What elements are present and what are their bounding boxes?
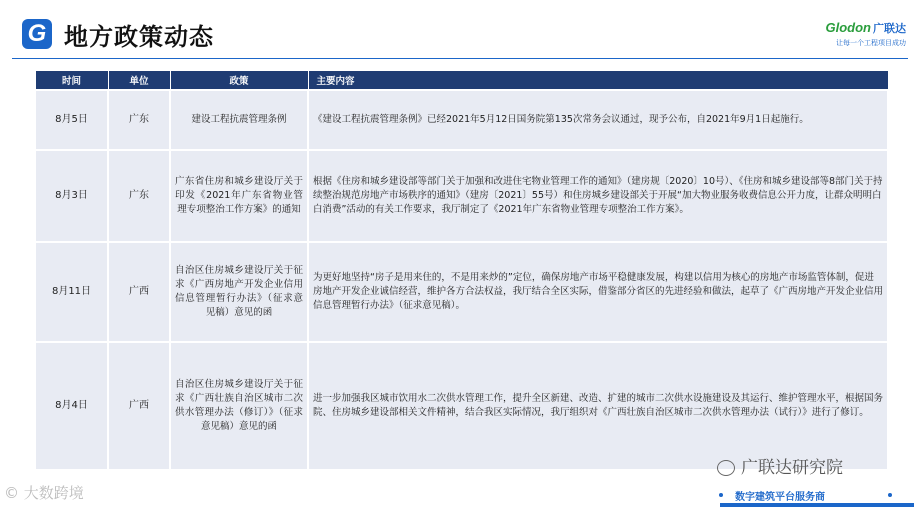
cell-unit: 广西 — [108, 242, 170, 342]
page-title: 地方政策动态 — [64, 23, 214, 51]
table-row — [35, 342, 888, 470]
table-row — [35, 150, 888, 242]
policy-table — [34, 70, 889, 471]
column-header-content: 主要内容 — [308, 71, 888, 91]
cell-unit: 广西 — [108, 342, 170, 470]
column-header-date: 时间 — [35, 71, 108, 91]
column-header-unit: 单位 — [108, 71, 170, 91]
brand-name-cn: 广联达 — [873, 23, 906, 35]
header-divider — [12, 58, 908, 59]
table-header-row — [35, 71, 888, 91]
table-row — [35, 242, 888, 342]
footer-bar — [720, 503, 914, 507]
brand-name-en: Glodon — [825, 20, 871, 35]
cell-date: 8月11日 — [35, 242, 108, 342]
cell-content: 进一步加强我区城市饮用水二次供水管理工作，提升全区新建、改造、扩建的城市二次供水设施建设及其运行、维护管理水平，根据国务院、住房城乡建设部相关文件精神，结合我区实际情况，我厅组织对《广西壮族自治区城市二次供水管理办法（试行）》进行了修订。 — [308, 342, 888, 470]
brand-slogan: 让每一个工程项目成功 — [836, 39, 906, 47]
glodon-g-logo-icon: G — [22, 19, 52, 49]
wechat-icon — [717, 460, 735, 476]
cell-date: 8月5日 — [35, 90, 108, 150]
watermark-left-text: 大数跨境 — [23, 484, 84, 502]
watermark-left — [4, 482, 84, 503]
cell-date: 8月3日 — [35, 150, 108, 242]
column-header-policy: 政策 — [170, 71, 308, 91]
footer-tagline: 数字建筑平台服务商 — [735, 492, 825, 503]
cell-unit: 广东 — [108, 150, 170, 242]
cell-content: 根据《住房和城乡建设部等部门关于加强和改进住宅物业管理工作的通知》（建房规〔2020〕10号）、《住房和城乡建设部等8部门关于持续整治规范房地产市场秩序的通知》（建房〔2021〕55号）和住房城乡建设部关于开展“加大物业服务收费信息公开力度，让群众明明白白消费”活动的有关工作要求，我厅制定了《2021年广东省物业管理专项整治工作方案》。 — [308, 150, 888, 242]
watermark-right — [717, 453, 843, 478]
watermark-right-text: 广联达研究院 — [741, 458, 843, 478]
cell-unit: 广东 — [108, 90, 170, 150]
page-header — [0, 0, 914, 60]
cell-policy: 自治区住房城乡建设厅关于征求《广西壮族自治区城市二次供水管理办法（修订）》（征求意见稿）意见的函 — [170, 342, 308, 470]
cell-date: 8月4日 — [35, 342, 108, 470]
watermark-left-icon: © — [4, 484, 19, 502]
cell-content: 为更好地坚持“房子是用来住的，不是用来炒的”定位，确保房地产市场平稳健康发展，构建以信用为核心的房地产市场监管体制，促进房地产开发企业诚信经营，维护各方合法权益，我厅结合全区实际，借鉴部分省区的先进经验和做法，起草了《广西房地产开发企业信用信息管理暂行办法》（征求意见稿）。 — [308, 242, 888, 342]
cell-policy: 广东省住房和城乡建设厅关于印发《2021年广东省物业管理专项整治工作方案》的通知 — [170, 150, 308, 242]
table-row — [35, 90, 888, 150]
cell-policy: 建设工程抗震管理条例 — [170, 90, 308, 150]
footer-dot-right — [888, 493, 892, 497]
cell-content: 《建设工程抗震管理条例》已经2021年5月12日国务院第135次常务会议通过，现予公布，自2021年9月1日起施行。 — [308, 90, 888, 150]
brand-logo — [776, 20, 906, 48]
cell-policy: 自治区住房城乡建设厅关于征求《广西房地产开发企业信用信息管理暂行办法》（征求意见稿）意见的函 — [170, 242, 308, 342]
footer-dot-left — [719, 493, 723, 497]
